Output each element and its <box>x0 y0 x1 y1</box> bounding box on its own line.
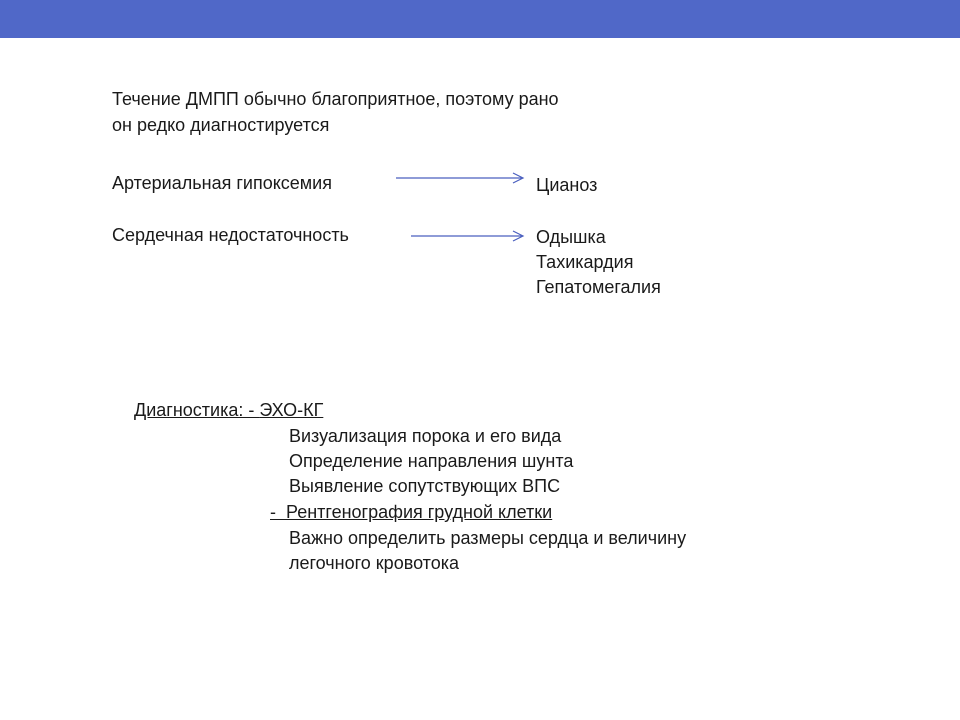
effect-dyspnea: Одышка <box>536 227 606 247</box>
xray-item-1: Важно определить размеры сердца и величину <box>289 528 687 548</box>
arrow-hypoxemia-icon <box>396 172 526 184</box>
intro-line-2: он редко диагностируется <box>112 115 330 135</box>
method-xray-title: Рентгенография грудной клетки <box>286 502 553 522</box>
effect-hepatomegaly: Гепатомегалия <box>536 277 661 297</box>
xray-item-2: легочного кровотока <box>289 553 460 573</box>
echo-item-2: Определение направления шунта <box>289 451 574 471</box>
intro-line-1: Течение ДМПП обычно благоприятное, поэтому рано <box>112 89 559 109</box>
diagnostics-label: Диагностика: - <box>134 400 260 420</box>
echo-item-3: Выявление сопутствующих ВПС <box>289 476 561 496</box>
top-banner <box>0 0 960 38</box>
method-xray-prefix: - <box>270 502 286 522</box>
diagnostics-heading <box>134 398 323 423</box>
method-xray-heading <box>270 500 552 525</box>
arrow-heart-failure-icon <box>411 230 526 242</box>
effect-cyanosis: Цианоз <box>536 175 598 195</box>
echo-item-1: Визуализация порока и его вида <box>289 426 562 446</box>
cause-hypoxemia: Артериальная гипоксемия <box>112 173 332 193</box>
cause-heart-failure: Сердечная недостаточность <box>112 225 349 245</box>
method-echo-title: ЭХО-КГ <box>259 400 324 420</box>
effect-tachycardia: Тахикардия <box>536 252 634 272</box>
